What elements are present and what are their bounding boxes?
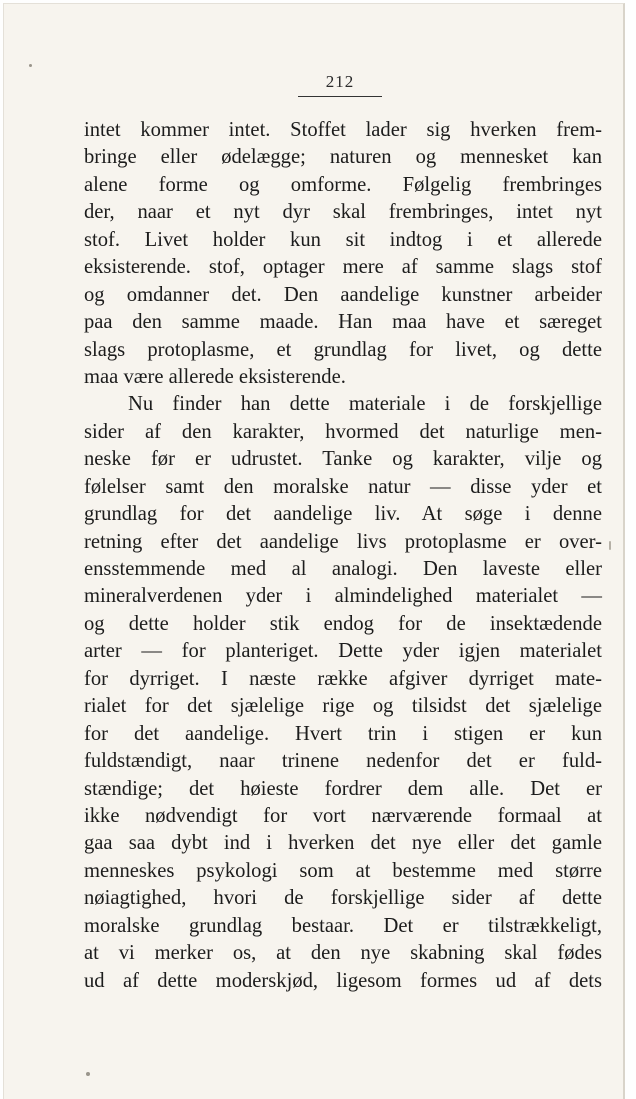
text-line: grundlag for det aandelige liv. At søge i denne — [84, 503, 602, 526]
text-line: paa den samme maade. Han maa have et særeget — [84, 311, 602, 334]
text-line: for det aandelige. Hvert trin i stigen er kun — [84, 722, 602, 745]
text-line: at vi merker os, at den nye skabning skal fødes — [84, 942, 602, 965]
body-text — [84, 117, 602, 995]
text-line: der, naar et nyt dyr skal frembringes, intet nyt — [84, 201, 602, 224]
text-line: retning efter det aandelige livs protoplasme er over- — [84, 530, 602, 553]
text-line: moralske grundlag bestaar. Det er tilstrækkeligt, — [84, 914, 602, 937]
paper-speck — [609, 541, 611, 550]
paper-speck — [29, 64, 32, 67]
text-line: intet kommer intet. Stoffet lader sig hverken frem- — [84, 119, 602, 141]
text-line: sider af den karakter, hvormed det naturlige men- — [84, 420, 602, 443]
text-line: slags protoplasme, et grundlag for livet, og dette — [84, 338, 602, 361]
text-line: maa være allerede eksisterende. — [84, 365, 346, 388]
header-rule — [298, 96, 382, 97]
text-line: følelser samt den moralske natur — disse yder et — [84, 475, 602, 498]
text-line: arter — for planteriget. Dette yder igjen materialet — [84, 640, 602, 663]
text-line: ud af dette moderskjød, ligesom formes ud af dets — [84, 969, 602, 992]
text-line: menneskes psykologi som at bestemme med større — [84, 859, 602, 882]
page-number: 212 — [325, 72, 355, 91]
text-line: mineralverdenen yder i almindelighed materialet — — [84, 585, 602, 608]
text-line: nøiagtighed, hvori de forskjellige sider af dette — [84, 887, 602, 910]
text-line: alene forme og omforme. Følgelig frembringes — [84, 173, 602, 196]
text-line: neske før er udrustet. Tanke og karakter, vilje og — [84, 448, 602, 471]
text-line: for dyrriget. I næste række afgiver dyrriget mate- — [84, 667, 602, 690]
paragraph-start-line: Nu finder han dette materiale i de forskjellige — [128, 393, 602, 416]
paper-speck — [86, 1072, 90, 1076]
text-line: og dette holder stik endog for de insektædende — [84, 612, 602, 635]
text-line: og omdanner det. Den aandelige kunstner arbeider — [84, 283, 602, 306]
text-line: ensstemmende med al analogi. Den laveste eller — [84, 558, 602, 580]
text-line: stændige; det høieste fordrer dem alle. Det er — [84, 777, 602, 800]
text-line: bringe eller ødelægge; naturen og mennesket kan — [84, 146, 602, 169]
text-line: rialet for det sjælelige rige og tilsidst det sjælelige — [84, 695, 602, 718]
text-line: ikke nødvendigt for vort nærværende formaal at — [84, 804, 602, 827]
text-line: stof. Livet holder kun sit indtog i et allerede — [84, 228, 602, 251]
text-line: fuldstændigt, naar trinene nedenfor det er fuld- — [84, 750, 602, 773]
text-line: gaa saa dybt ind i hverken det nye eller det gamle — [84, 832, 602, 855]
text-line: eksisterende. stof, optager mere af samme slags stof — [84, 256, 602, 279]
